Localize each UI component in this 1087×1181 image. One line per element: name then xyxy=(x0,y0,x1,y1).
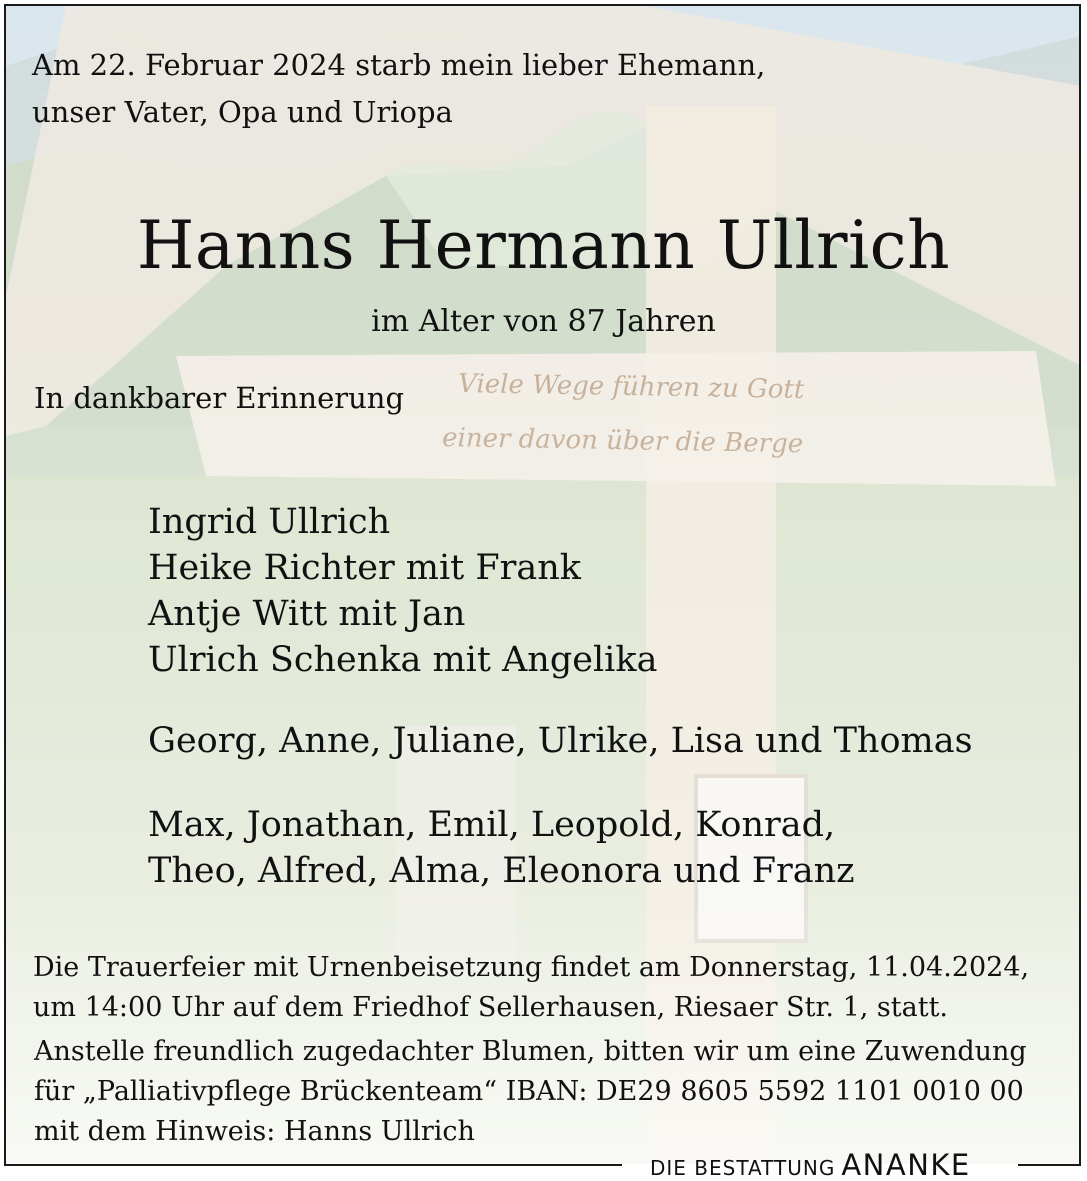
donation-line-2: für „Palliativpflege Brückenteam“ IBAN: DE29 8605 5592 1101 0010 00 xyxy=(34,1076,1024,1107)
age-text: im Alter von 87 Jahren xyxy=(371,304,716,339)
mourner-name: Antje Witt mit Jan xyxy=(148,594,466,634)
funeral-home-prefix: DIE BESTATTUNG xyxy=(650,1156,836,1180)
intro-line-1: Am 22. Februar 2024 starb mein lieber Ehemann, xyxy=(32,48,766,82)
ceremony-info xyxy=(33,948,1029,1028)
memory-text: In dankbarer Erinnerung xyxy=(34,381,405,415)
bottom-rule-left xyxy=(4,1164,622,1166)
funeral-home-brand: ANANKE xyxy=(841,1148,971,1181)
mourner-name: Ulrich Schenka mit Angelika xyxy=(148,640,658,680)
grandchildren-names: Georg, Anne, Juliane, Ulrike, Lisa und Thomas xyxy=(148,721,973,761)
intro-line-2: unser Vater, Opa und Uriopa xyxy=(32,95,453,129)
great-grandchildren-line-1: Max, Jonathan, Emil, Leopold, Konrad, xyxy=(148,805,836,845)
donation-line-1: Anstelle freundlich zugedachter Blumen, bitten wir um eine Zuwendung xyxy=(34,1036,1027,1067)
donation-info xyxy=(34,1032,1027,1152)
great-grandchildren-line-2: Theo, Alfred, Alma, Eleonora und Franz xyxy=(148,851,855,891)
mourner-name: Heike Richter mit Frank xyxy=(148,548,582,588)
funeral-home-logo xyxy=(650,1148,971,1181)
bottom-rule-right xyxy=(1018,1164,1081,1166)
ceremony-line-2: um 14:00 Uhr auf dem Friedhof Sellerhausen, Riesaer Str. 1, statt. xyxy=(33,992,949,1023)
deceased-name: Hanns Hermann Ullrich xyxy=(136,207,951,284)
mourners-family xyxy=(148,499,657,683)
mourners-grandchildren xyxy=(148,718,973,764)
mourner-name: Ingrid Ullrich xyxy=(148,502,391,542)
intro-text xyxy=(32,42,765,136)
mourners-great-grandchildren xyxy=(148,802,855,894)
donation-line-3: mit dem Hinweis: Hanns Ullrich xyxy=(34,1116,475,1147)
ceremony-line-1: Die Trauerfeier mit Urnenbeisetzung findet am Donnerstag, 11.04.2024, xyxy=(33,952,1030,983)
